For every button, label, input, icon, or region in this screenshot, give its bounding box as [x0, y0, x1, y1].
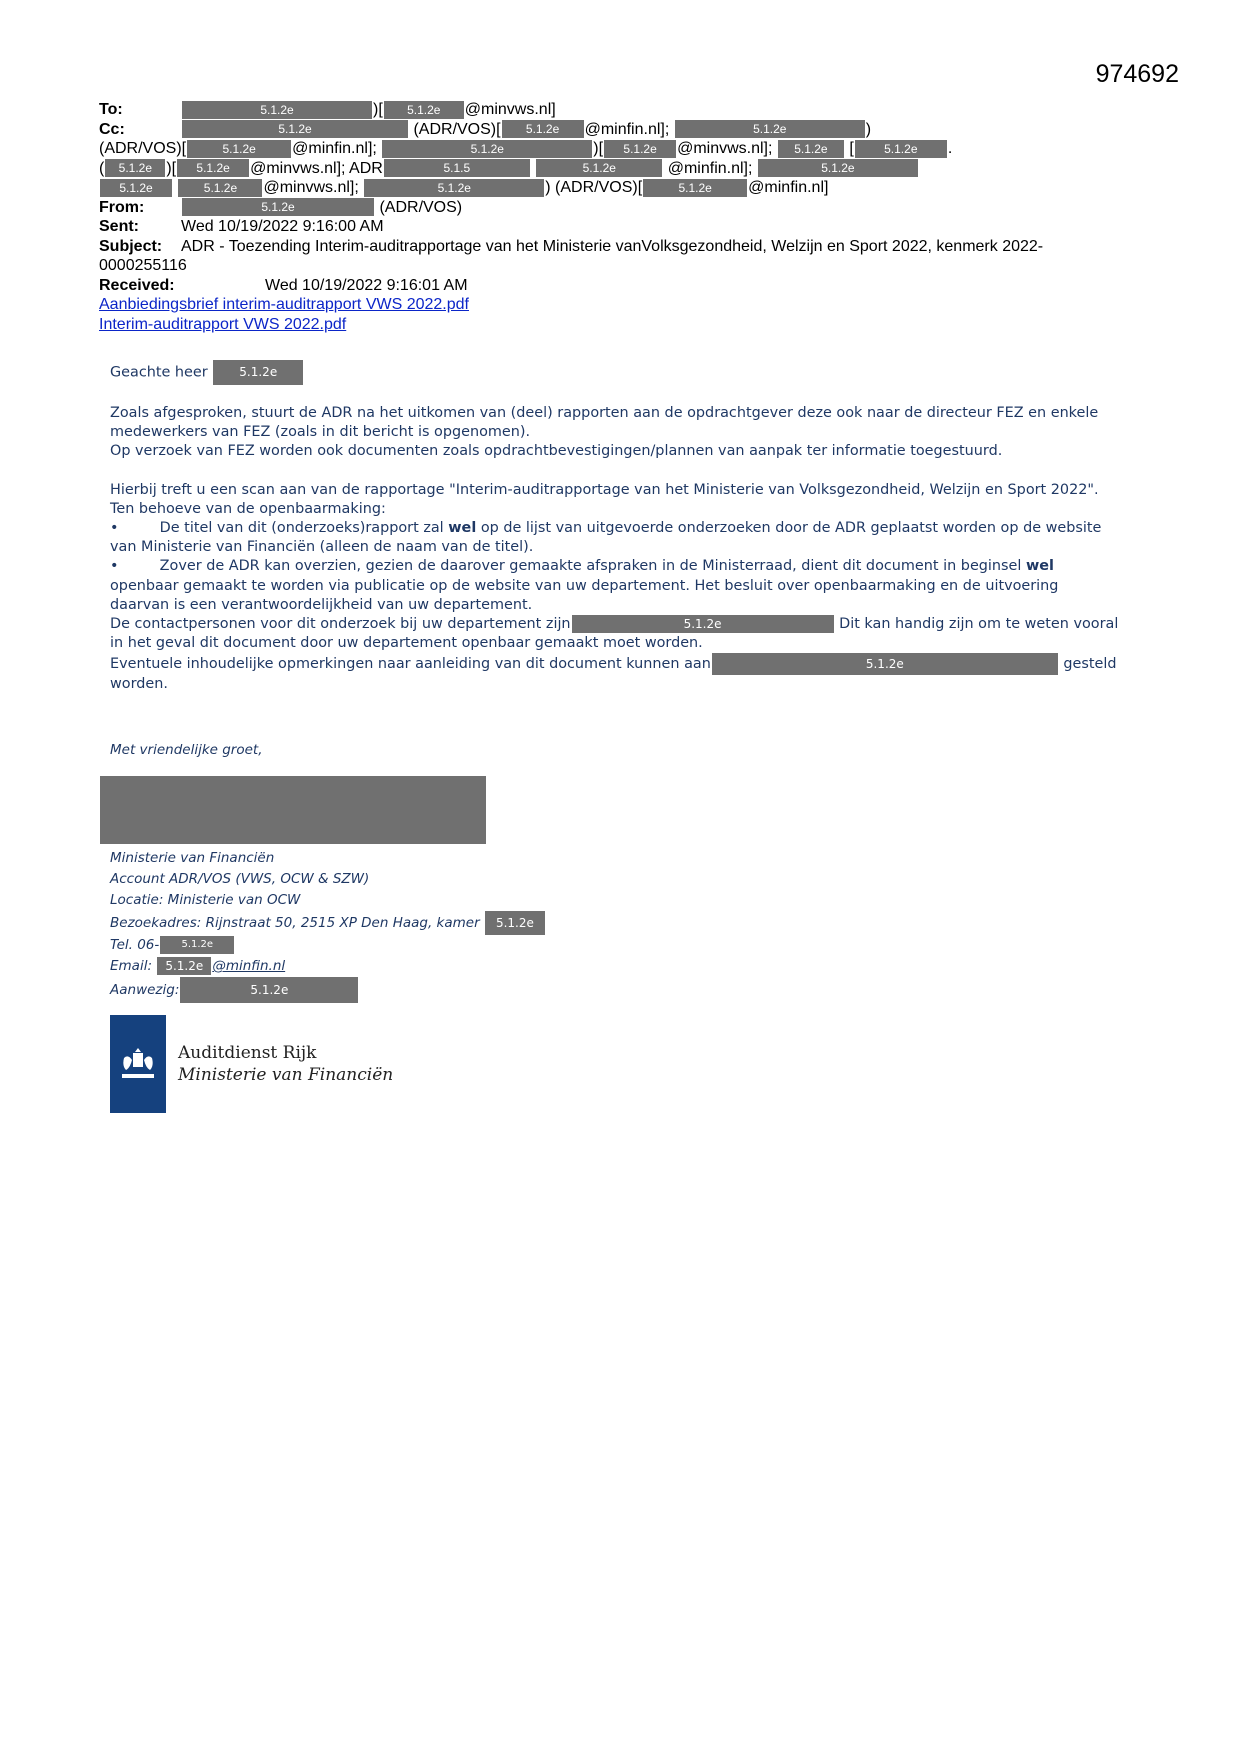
redaction: 5.1.2e [502, 120, 584, 138]
sent-line: Sent: Wed 10/19/2022 9:16:00 AM [99, 218, 384, 235]
redaction: 5.1.2e [536, 159, 662, 177]
redaction: 5.1.2e [187, 140, 291, 158]
received-line: Received: Wed 10/19/2022 9:16:01 AM [99, 276, 468, 294]
cc-line-4: 5.1.2e 5.1.2e @minvws.nl]; 5.1.2e ) (ADR/VOS)[ 5.1.2e @minfin.nl] [99, 178, 1139, 198]
redaction: 5.1.2e [712, 653, 1058, 675]
cc-line-2: (ADR/VOS)[ 5.1.2e @minfin.nl]; 5.1.2e )[ 5.1.2e @minvws.nl]; 5.1.2e [ 5.1.2e . [99, 140, 953, 157]
signature-present: Aanwezig: 5.1.2e [110, 977, 546, 1003]
email-link[interactable]: @minfin.nl [212, 958, 286, 974]
subject-line: Subject: ADR - Toezending Interim-auditrapportage van het Ministerie vanVolksgezondheid, Welzijn en Sport 2022, kenmerk 2022- 0000255116 [99, 237, 1044, 274]
redaction: 5.1.2e [643, 179, 747, 197]
redaction: 5.1.2e [177, 159, 249, 177]
redaction: 5.1.2e [382, 140, 592, 158]
salutation: Geachte heer 5.1.2e [110, 360, 1120, 385]
bullet-item: • Zover de ADR kan overzien, gezien de daarover gemaakte afspraken in de Ministerraad, dient dit document in beginsel wel openbaar gemaakt te worden via publicatie op de website van uw departement. Het besluit over openbaarmaking en de uitvoering daarvan is een verantwoordelijkheid van uw departement. [110, 558, 1059, 613]
redaction: 5.1.5 [384, 159, 530, 177]
to-line: To: 5.1.2e )[ 5.1.2e @minvws.nl] [99, 101, 556, 118]
paragraph: Op verzoek van FEZ worden ook documenten zoals opdrachtbevestigingen/plannen van aanpak ter informatie toegestuurd. [110, 443, 1003, 460]
redaction: 5.1.2e [100, 179, 172, 197]
redaction: 5.1.2e [675, 120, 865, 138]
redaction: 5.1.2e [180, 977, 358, 1003]
redaction: 5.1.2e [485, 911, 545, 935]
logo-line-2: Ministerie van Financiën [178, 1065, 394, 1085]
paragraph: Hierbij treft u een scan aan van de rapportage "Interim-auditrapportage van het Ministerie van Volksgezondheid, Welzijn en Sport 2022". [110, 481, 1099, 498]
paragraph: Eventuele inhoudelijke opmerkingen naar aanleiding van dit document kunnen aan 5.1.2e gesteld worden. [110, 653, 1120, 694]
email-body [110, 360, 1120, 695]
email-header [99, 100, 1139, 334]
closing: Met vriendelijke groet, [110, 742, 263, 758]
bullet-item: • De titel van dit (onderzoeks)rapport zal wel op de lijst van uitgevoerde onderzoeken door de ADR geplaatst worden op de website van Ministerie van Financiën (alleen de naam van de titel). [110, 520, 1102, 556]
signature-org: Ministerie van Financiën [110, 850, 275, 866]
signature-details [110, 848, 546, 1003]
paragraph: Zoals afgesproken, stuurt de ADR na het uitkomen van (deel) rapporten aan de opdrachtgever deze ook naar de directeur FEZ en enkele medewerkers van FEZ (zoals in dit bericht is opgenomen). [110, 405, 1099, 441]
redaction: 5.1.2e [213, 360, 303, 385]
redaction: 5.1.2e [105, 159, 165, 177]
coat-of-arms-icon [110, 1015, 166, 1113]
redaction: 5.1.2e [182, 198, 374, 216]
signature [110, 740, 263, 761]
redaction: 5.1.2e [778, 140, 844, 158]
redaction: 5.1.2e [182, 101, 372, 119]
redaction: 5.1.2e [604, 140, 676, 158]
cc-line: Cc: 5.1.2e (ADR/VOS)[ 5.1.2e @minfin.nl]; 5.1.2e ) [99, 120, 872, 138]
paragraph: Ten behoeve van de openbaarmaking: [110, 500, 386, 517]
logo-line-1: Auditdienst Rijk [178, 1043, 317, 1063]
attachment-link[interactable]: Aanbiedingsbrief interim-auditrapport VWS 2022.pdf [99, 296, 469, 313]
redaction: 5.1.2e [758, 159, 918, 177]
redaction: 5.1.2e [182, 120, 408, 138]
signature-account: Account ADR/VOS (VWS, OCW & SZW) [110, 871, 370, 887]
redaction: 5.1.2e [855, 140, 947, 158]
adr-logo [110, 1015, 393, 1113]
redaction [100, 776, 486, 844]
document-number: 974692 [1095, 60, 1179, 88]
signature-tel: Tel. 06- 5.1.2e [110, 935, 546, 956]
from-line: From: 5.1.2e (ADR/VOS) [99, 198, 463, 216]
signature-email: Email: 5.1.2e @minfin.nl [110, 958, 286, 974]
redaction: 5.1.2e [364, 179, 544, 197]
redaction: 5.1.2e [572, 615, 834, 633]
cc-line-3: ( 5.1.2e )[ 5.1.2e @minvws.nl]; ADR 5.1.5 5.1.2e @minfin.nl]; 5.1.2e [99, 159, 1139, 179]
signature-location: Locatie: Ministerie van OCW [110, 892, 301, 908]
redaction: 5.1.2e [178, 179, 262, 197]
redaction: 5.1.2e [157, 957, 211, 975]
attachment-link[interactable]: Interim-auditrapport VWS 2022.pdf [99, 315, 347, 333]
signature-visit: Bezoekadres: Rijnstraat 50, 2515 XP Den Haag, kamer 5.1.2e [110, 911, 546, 935]
redaction: 5.1.2e [160, 936, 234, 954]
paragraph: De contactpersonen voor dit onderzoek bij uw departement zijn 5.1.2e Dit kan handig zijn om te weten vooral in het geval dit document door uw departement openbaar gemaakt moet worden. [110, 616, 1119, 652]
redaction: 5.1.2e [384, 101, 464, 119]
